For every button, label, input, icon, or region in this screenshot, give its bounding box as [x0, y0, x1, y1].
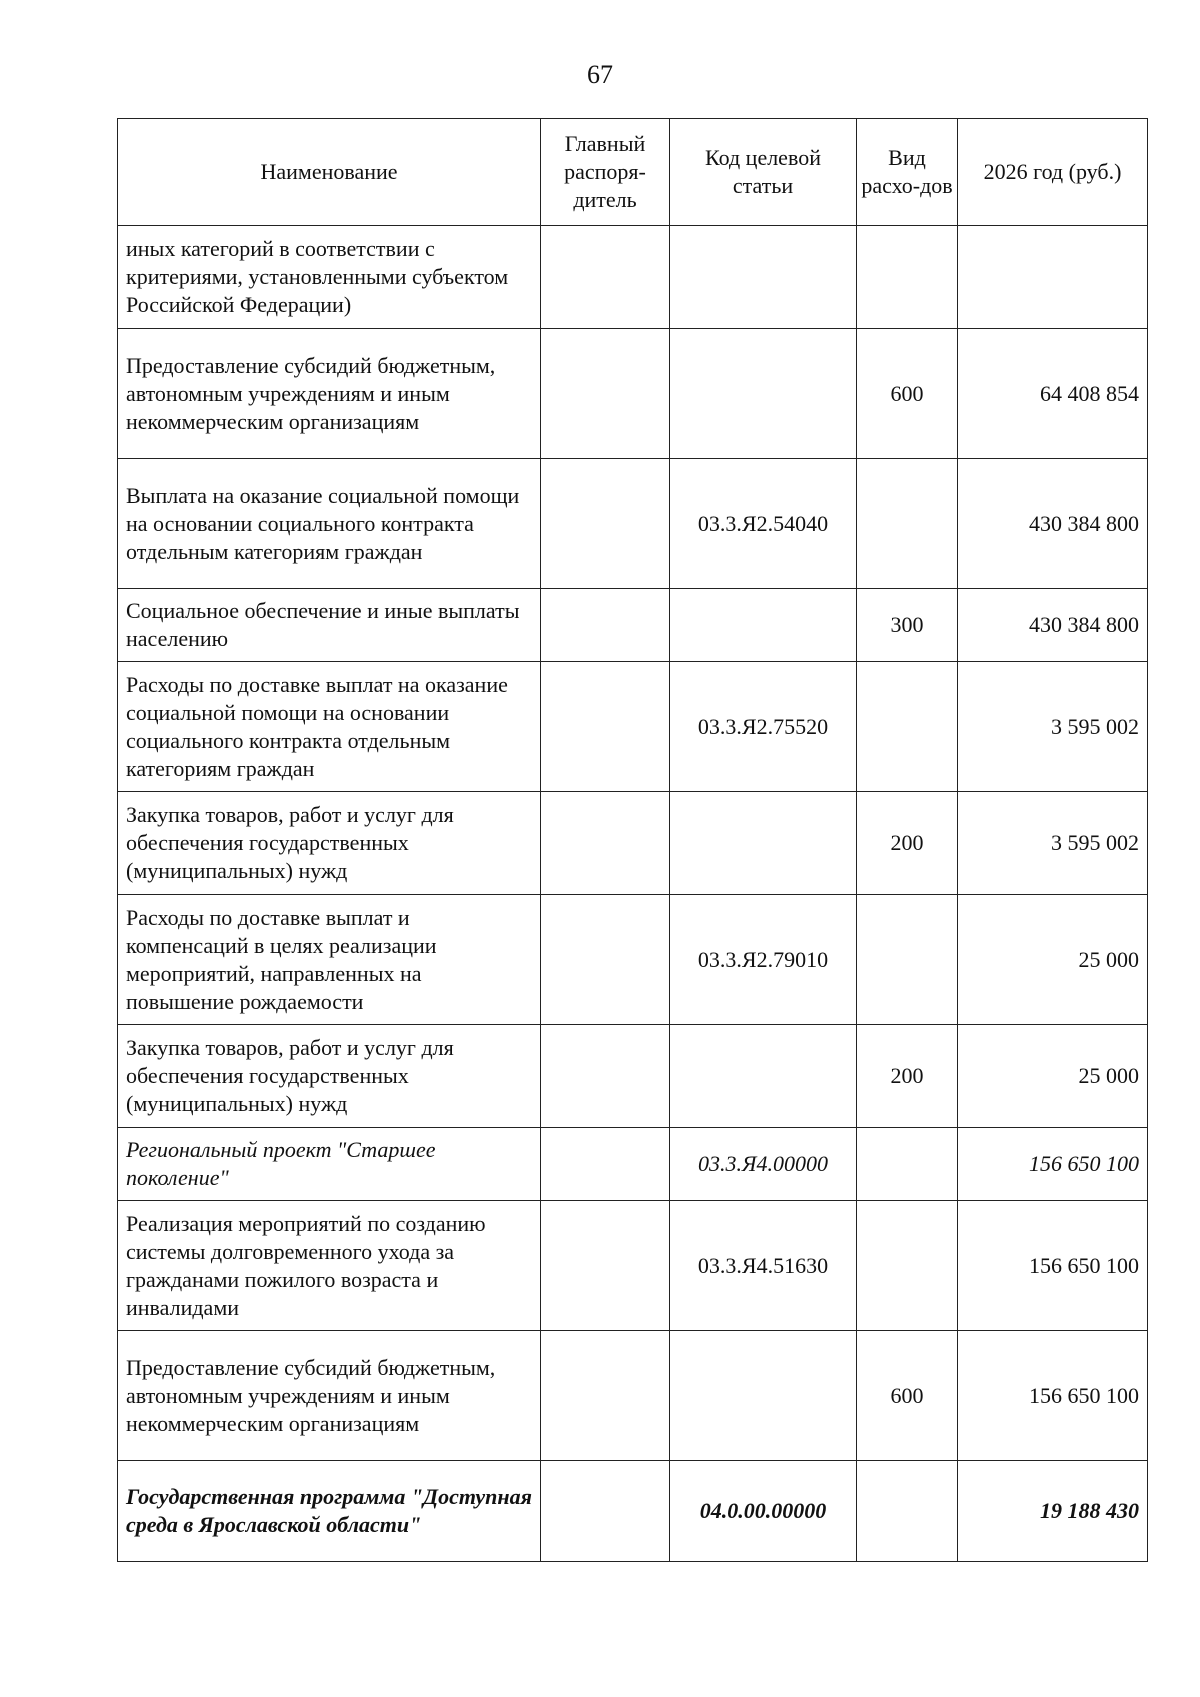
- cell-expense-type: 200: [857, 1025, 958, 1128]
- cell-name: Расходы по доставке выплат и компенсаций в целях реализации мероприятий, направленных на повышение рождаемости: [118, 895, 541, 1025]
- cell-target-code: [670, 792, 857, 895]
- cell-target-code: 03.3.Я4.51630: [670, 1201, 857, 1331]
- cell-name: Расходы по доставке выплат на оказание социальной помощи на основании социального контракта отдельным категориям граждан: [118, 662, 541, 792]
- table-row: [118, 1461, 1148, 1562]
- cell-target-code: [670, 589, 857, 662]
- table-row: [118, 459, 1148, 589]
- table-row: [118, 792, 1148, 895]
- cell-name: Государственная программа "Доступная среда в Ярославской области": [118, 1461, 541, 1562]
- cell-target-code: [670, 226, 857, 329]
- header-main-manager: Главный распоря-дитель: [541, 119, 670, 226]
- cell-amount: 156 650 100: [958, 1201, 1148, 1331]
- cell-expense-type: [857, 895, 958, 1025]
- cell-amount: 156 650 100: [958, 1331, 1148, 1461]
- header-expense-type: Вид расхо-дов: [857, 119, 958, 226]
- cell-target-code: 04.0.00.00000: [670, 1461, 857, 1562]
- cell-main-manager: [541, 662, 670, 792]
- cell-main-manager: [541, 226, 670, 329]
- cell-amount: 19 188 430: [958, 1461, 1148, 1562]
- cell-main-manager: [541, 792, 670, 895]
- cell-name: Социальное обеспечение и иные выплаты населению: [118, 589, 541, 662]
- table-body: [118, 226, 1148, 1562]
- cell-target-code: 03.3.Я2.54040: [670, 459, 857, 589]
- cell-expense-type: 600: [857, 329, 958, 459]
- cell-name: Выплата на оказание социальной помощи на основании социального контракта отдельным категориям граждан: [118, 459, 541, 589]
- table-header-row: [118, 119, 1148, 226]
- cell-target-code: [670, 1331, 857, 1461]
- cell-main-manager: [541, 459, 670, 589]
- cell-target-code: 03.3.Я2.75520: [670, 662, 857, 792]
- cell-amount: 430 384 800: [958, 589, 1148, 662]
- cell-amount: 25 000: [958, 1025, 1148, 1128]
- cell-expense-type: [857, 459, 958, 589]
- page-number: 67: [587, 60, 613, 89]
- header-name: Наименование: [118, 119, 541, 226]
- cell-expense-type: [857, 1201, 958, 1331]
- table-row: [118, 589, 1148, 662]
- cell-expense-type: 300: [857, 589, 958, 662]
- cell-name: Региональный проект "Старшее поколение": [118, 1128, 541, 1201]
- table-row: [118, 226, 1148, 329]
- cell-target-code: [670, 329, 857, 459]
- cell-expense-type: 200: [857, 792, 958, 895]
- cell-main-manager: [541, 1331, 670, 1461]
- cell-target-code: 03.3.Я2.79010: [670, 895, 857, 1025]
- cell-amount: 3 595 002: [958, 792, 1148, 895]
- cell-expense-type: [857, 662, 958, 792]
- cell-expense-type: 600: [857, 1331, 958, 1461]
- cell-name: Предоставление субсидий бюджетным, автономным учреждениям и иным некоммерческим организациям: [118, 1331, 541, 1461]
- cell-name: Закупка товаров, работ и услуг для обеспечения государственных (муниципальных) нужд: [118, 792, 541, 895]
- cell-main-manager: [541, 1025, 670, 1128]
- cell-name: иных категорий в соответствии с критериями, установленными субъектом Российской Федерации): [118, 226, 541, 329]
- cell-amount: 3 595 002: [958, 662, 1148, 792]
- table-row: [118, 1331, 1148, 1461]
- cell-expense-type: [857, 1461, 958, 1562]
- cell-main-manager: [541, 329, 670, 459]
- table-row: [118, 1128, 1148, 1201]
- cell-amount: 430 384 800: [958, 459, 1148, 589]
- cell-name: Предоставление субсидий бюджетным, автономным учреждениям и иным некоммерческим организациям: [118, 329, 541, 459]
- cell-main-manager: [541, 589, 670, 662]
- cell-target-code: [670, 1025, 857, 1128]
- cell-amount: [958, 226, 1148, 329]
- cell-amount: 64 408 854: [958, 329, 1148, 459]
- cell-expense-type: [857, 1128, 958, 1201]
- header-year: 2026 год (руб.): [958, 119, 1148, 226]
- table-row: [118, 1025, 1148, 1128]
- cell-amount: 156 650 100: [958, 1128, 1148, 1201]
- cell-main-manager: [541, 895, 670, 1025]
- cell-main-manager: [541, 1201, 670, 1331]
- cell-name: Реализация мероприятий по созданию системы долговременного ухода за гражданами пожилого возраста и инвалидами: [118, 1201, 541, 1331]
- table-row: [118, 895, 1148, 1025]
- table-row: [118, 662, 1148, 792]
- cell-main-manager: [541, 1128, 670, 1201]
- cell-target-code: 03.3.Я4.00000: [670, 1128, 857, 1201]
- cell-name: Закупка товаров, работ и услуг для обеспечения государственных (муниципальных) нужд: [118, 1025, 541, 1128]
- cell-amount: 25 000: [958, 895, 1148, 1025]
- table-row: [118, 329, 1148, 459]
- table-row: [118, 1201, 1148, 1331]
- cell-expense-type: [857, 226, 958, 329]
- budget-table: [117, 118, 1148, 1562]
- header-target-code: Код целевой статьи: [670, 119, 857, 226]
- cell-main-manager: [541, 1461, 670, 1562]
